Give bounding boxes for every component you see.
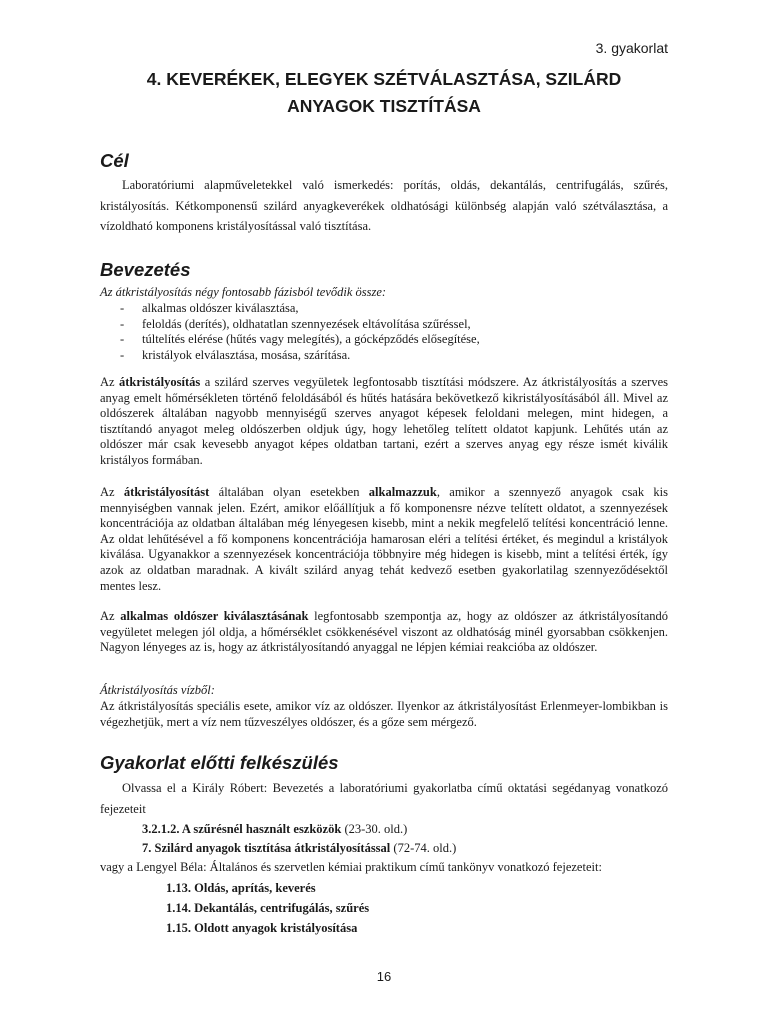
list-item: - alkalmas oldószer kiválasztása, — [100, 301, 668, 317]
text-run: általában olyan esetekben — [209, 485, 369, 499]
text-run: , amikor a szennyező anyagok csak kis mennyiségben vannak jelen. Ezért, amikor előállítjuk a fő komponensre nézve telített oldatot, a szennyezések koncentrációja az oldatban általában még lényegesen kisebb, mint a nekik megfelelő telítési koncentráció lenne. Az oldat lehűtésével a fő komponens koncentrációja hamarosan eléri a telítési értéket, és megindul a kristályok kiválása. Ugyanakkor a szennyezések koncentrációja többnyire még hidegen is kisebb, mint a telítési érték, így azok az oldatban maradnak. A kivált szilárd anyag tehát kedvező esetben gyakorlatilag szennyeződésektől mentes lesz. — [100, 485, 669, 593]
list-item: - kristályok elválasztása, mosása, szárítása. — [100, 348, 668, 364]
paragraph-oldoszer — [100, 609, 668, 656]
text-run: Az — [100, 609, 121, 623]
paragraph-viz: Az átkristályosítás speciális esete, amikor víz az oldószer. Ilyenkor az átkristályosítást Erlenmeyer-lombikban is végezhetjük, mert a víz nem tűzveszélyes oldószer, és a gőze sem mérgező. — [100, 699, 668, 729]
reference-title: 3.2.1.2. A szűrésnél használt eszközök — [142, 822, 342, 836]
text-run: Az — [100, 375, 120, 389]
chapter-item — [166, 918, 357, 938]
cel-paragraph: Laboratóriumi alapműveletekkel való ismerkedés: porítás, oldás, dekantálás, centrifugálás, szűrés, kristályosítás. Kétkomponensű szilárd anyagkeverékek oldhatósági különbség alapján való szétválasztása, a vízoldható komponens kristályosítással való tisztítása. — [100, 178, 668, 233]
reference-pages: (72-74. old.) — [390, 841, 457, 855]
chapter-title: 1.15. Oldott anyagok kristályosítása — [166, 921, 358, 935]
bold-term: átkristályosítás — [119, 375, 201, 389]
page-title — [100, 66, 668, 120]
text-run: legfontosabb szempontja az, hogy az oldószer az átkristályosítandó vegyületet melegen jól oldja, a hőmérséklet csökkenésével viszont az oldhatóság minél gyorsabban csökkenjen. Nagyon lényeges az is, hogy az átkristályosítandó anyaggal ne lépjen kémiai reakcióba az oldószer. — [100, 609, 669, 655]
reference-pages: (23-30. old.) — [341, 822, 408, 836]
page-number: 16 — [376, 969, 392, 984]
reference-title: 7. Szilárd anyagok tisztítása átkristályosítással — [142, 841, 391, 855]
chapter-item — [166, 898, 369, 918]
page-title-line-2: ANYAGOK TISZTÍTÁSA — [287, 96, 481, 116]
list-item: - túltelítés elérése (hűtés vagy melegítés), a gócképződés elősegítése, — [100, 332, 668, 348]
section-label: 3. gyakorlat — [595, 40, 668, 56]
bold-term: alkalmas oldószer kiválasztásának — [120, 609, 309, 623]
paragraph-atkristalyositas — [100, 375, 668, 469]
reference-1 — [142, 819, 407, 839]
heading-felkeszules: Gyakorlat előtti felkészülés — [100, 752, 339, 773]
water-subheading: Átkristályosítás vízből: — [100, 683, 215, 697]
paragraph-alkalmazas — [100, 485, 668, 594]
text-run: Az — [100, 485, 124, 499]
chapter-title: 1.13. Oldás, aprítás, keverés — [166, 881, 316, 895]
bold-term: alkalmazzuk — [368, 485, 437, 499]
chapter-item — [166, 878, 316, 898]
page-title-line-1: 4. KEVERÉKEK, ELEGYEK SZÉTVÁLASZTÁSA, SZILÁRD — [146, 69, 622, 89]
bold-term: átkristályosítást — [123, 485, 210, 499]
chapter-title: 1.14. Dekantálás, centrifugálás, szűrés — [166, 901, 370, 915]
heading-cel: Cél — [100, 150, 129, 171]
alternative-textbook: vagy a Lengyel Béla: Általános és szervetlen kémiai praktikum című tankönyv vonatkozó fejezeteit: — [100, 860, 602, 874]
heading-bevezetes: Bevezetés — [100, 259, 191, 280]
list-item: - feloldás (derítés), oldhatatlan szennyezések eltávolítása szűréssel, — [100, 317, 668, 333]
bevezetes-intro: Az átkristályosítás négy fontosabb fázisból tevődik össze: — [100, 285, 387, 299]
reference-2 — [142, 838, 456, 858]
felkeszules-paragraph: Olvassa el a Király Róbert: Bevezetés a laboratóriumi gyakorlatba című oktatási segédanyag vonatkozó fejezeteit — [100, 781, 668, 816]
phases-list — [100, 301, 668, 363]
text-run: a szilárd szerves vegyületek legfontosabb tisztítási módszere. Az átkristályosítás a szerves anyag emelt hőmérsékleten történő feloldásából és hűtés hatására bekövetkező kikristályosításából áll. Mivel az oldószerek általában nagyobb mennyiségű szerves anyagot képesek feloldani melegen, mint hidegen, a tisztítandó anyagot meleg oldószerben oldjuk úgy, hogy lehetőleg telített oldatot kapjunk. Lehűtés után az oldószer már csak kevesebb anyagot képes oldatban tartani, ezért a szerves anyag egy része ismét kiválik kristályos formában. — [100, 375, 669, 467]
